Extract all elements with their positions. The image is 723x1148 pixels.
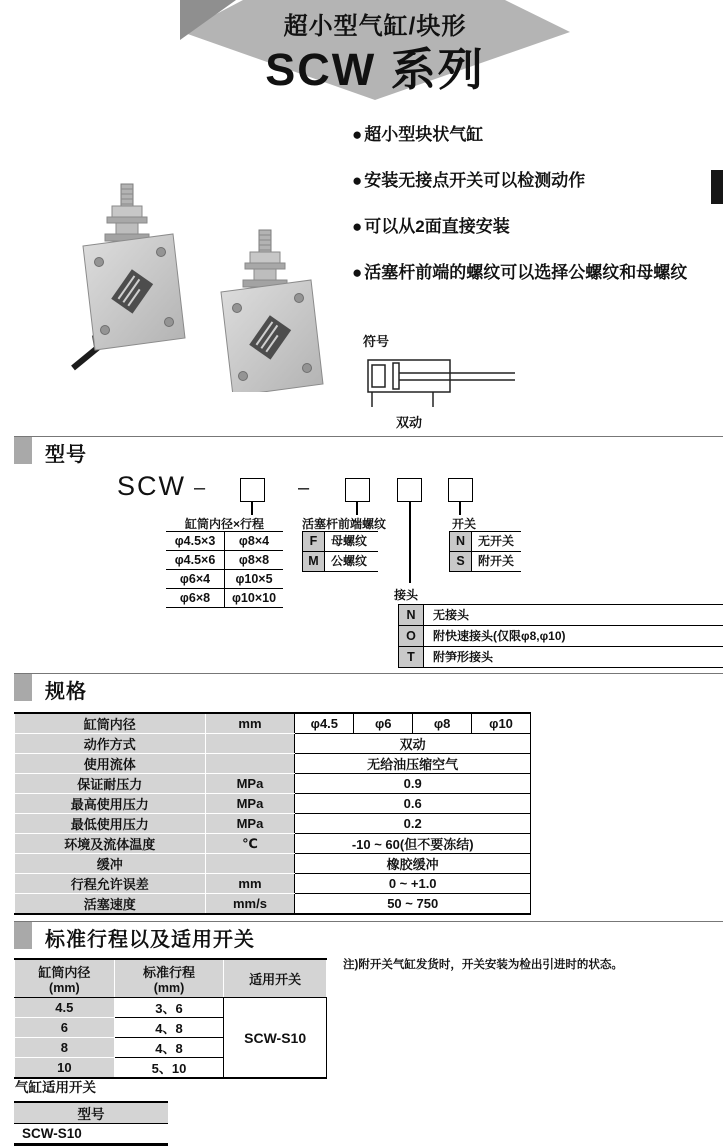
switch-row [449, 532, 521, 552]
spec-label: 最高使用压力 [15, 794, 206, 814]
stroke-header-row [15, 959, 327, 998]
applicable-switch: SCW-S10 [224, 998, 327, 1079]
model-code-dash: – [298, 477, 310, 499]
option-code: T [398, 647, 424, 667]
model-code-box-switch [448, 478, 473, 502]
section-rule [14, 921, 723, 922]
option-desc: 附开关 [478, 554, 515, 568]
spec-row [15, 774, 531, 794]
bullet-icon: ● [352, 262, 363, 282]
section-title-model: 型号 [45, 444, 87, 466]
spec-value: 橡胶缓冲 [295, 854, 531, 874]
stroke-header [15, 959, 115, 998]
section-title-stroke: 标准行程以及适用开关 [45, 929, 255, 951]
spec-bore-value: φ10 [472, 713, 531, 734]
spec-label: 使用流体 [15, 754, 206, 774]
bore-row [166, 551, 283, 570]
bore-row [166, 589, 283, 608]
switch-table [449, 531, 521, 572]
spec-label: 缸筒内径 [15, 713, 206, 734]
spec-row [15, 874, 531, 894]
option-code: O [398, 626, 424, 646]
feature-text: 可以从2面直接安装 [364, 216, 510, 236]
spec-value: 0.9 [295, 774, 531, 794]
cylinder-switch-label: 气缸适用开关 [15, 1080, 96, 1095]
section-title-spec: 规格 [45, 681, 87, 703]
stroke-header [114, 959, 224, 998]
header-line: (mm) [49, 981, 80, 995]
header-line: (mm) [153, 981, 185, 995]
option-code: M [302, 552, 325, 571]
bore-row [166, 570, 283, 589]
bullet-icon: ● [352, 125, 363, 144]
model-code-prefix: SCW [117, 471, 186, 501]
feature-text: 安装无接点开关可以检测动作 [364, 170, 586, 190]
spec-label: 行程允许误差 [15, 874, 206, 894]
spec-row [15, 894, 531, 915]
bore-table [166, 531, 283, 608]
section-rule [14, 673, 723, 674]
model-code-box-joint [397, 478, 422, 502]
bullet-icon: ● [352, 170, 363, 190]
spec-unit [205, 734, 295, 754]
joint-label: 接头 [394, 588, 419, 602]
option-desc: 母螺纹 [331, 534, 368, 548]
option-code: F [302, 532, 325, 551]
spec-unit: MPa [205, 794, 295, 814]
option-code: S [449, 552, 472, 571]
bore-row [166, 532, 283, 551]
option-desc: 无开关 [478, 534, 515, 548]
connector-line-joint [409, 501, 411, 583]
thread-label: 活塞杆前端螺纹 [302, 517, 387, 531]
option-desc: 无接头 [433, 608, 470, 622]
bore-option: φ8×4 [238, 534, 270, 548]
note-text: 注)附开关气缸发货时，开关安装为检出引进时的状态。 [343, 959, 623, 971]
section-stroke-header [0, 921, 723, 951]
spec-value: 双动 [295, 734, 531, 754]
model-code-box-thread [345, 478, 370, 502]
spec-table [14, 712, 531, 915]
feature-text: 活塞杆前端的螺纹可以选择公螺纹和母螺纹 [364, 262, 688, 282]
bullet-icon: ● [352, 216, 363, 236]
spec-value: 0 ~ +1.0 [295, 874, 531, 894]
switch-model-header: 型号 [14, 1102, 168, 1124]
joint-row [398, 626, 723, 647]
spec-label: 最低使用压力 [15, 814, 206, 834]
header-line: 缸筒内径 [38, 965, 91, 980]
thread-row [302, 552, 378, 572]
bore-option: φ10×5 [235, 572, 273, 586]
bore-size: 10 [15, 1058, 115, 1079]
spec-label: 环境及流体温度 [15, 834, 206, 854]
spec-label: 活塞速度 [15, 894, 206, 915]
spec-label: 缓冲 [15, 854, 206, 874]
bore-option: φ8×8 [238, 553, 270, 567]
spec-row [15, 754, 531, 774]
stroke-values: 3、6 [114, 998, 224, 1018]
spec-label: 动作方式 [15, 734, 206, 754]
spec-value: 无给油压缩空气 [295, 754, 531, 774]
spec-value: 50 ~ 750 [295, 894, 531, 915]
banner-title: SCW 系列 [265, 44, 485, 95]
bore-option: φ6×4 [166, 570, 225, 588]
switch-model-header-row [14, 1102, 168, 1124]
spec-unit: MPa [205, 774, 295, 794]
spec-row [15, 814, 531, 834]
spec-unit [205, 854, 295, 874]
option-desc: 附快速接头(仅限φ8,φ10) [433, 629, 566, 643]
spec-unit: mm/s [205, 894, 295, 915]
header-line: 适用开关 [249, 972, 302, 987]
header-line: 标准行程 [142, 965, 195, 980]
stroke-table [14, 958, 327, 1079]
spec-row [15, 854, 531, 874]
spec-value: 0.6 [295, 794, 531, 814]
spec-row [15, 794, 531, 814]
spec-unit: MPa [205, 814, 295, 834]
thread-row [302, 532, 378, 552]
bore-option: φ4.5×3 [166, 532, 225, 550]
bore-option: φ4.5×6 [166, 551, 225, 569]
feature-text: 超小型块状气缸 [364, 125, 484, 144]
connector-line-thread [356, 501, 358, 515]
stroke-values: 4、8 [114, 1038, 224, 1058]
spec-unit: mm [205, 874, 295, 894]
spec-row [15, 834, 531, 854]
spec-row [15, 734, 531, 754]
option-code: N [449, 532, 472, 551]
option-desc: 附笋形接头 [433, 650, 494, 664]
joint-row [398, 647, 723, 668]
spec-unit: ℃ [205, 834, 295, 854]
bore-option: φ10×10 [231, 591, 277, 605]
banner-subtitle: 超小型气缸/块形 [283, 13, 467, 40]
model-code-box-bore [240, 478, 265, 502]
section-marker [14, 922, 32, 949]
switch-row [449, 552, 521, 572]
joint-table [398, 604, 723, 668]
page-index-tab [711, 170, 723, 204]
bore-label: 缸筒内径×行程 [184, 517, 264, 531]
thread-table [302, 531, 378, 572]
spec-unit: mm [205, 713, 295, 734]
switch-label: 开关 [452, 517, 477, 531]
stroke-row [15, 998, 327, 1018]
connector-line-bore [251, 501, 253, 515]
switch-model-row [14, 1124, 168, 1145]
spec-value: 0.2 [295, 814, 531, 834]
option-code: N [398, 605, 424, 625]
joint-row [398, 605, 723, 626]
section-marker [14, 674, 32, 701]
symbol-label: 符号 [363, 334, 390, 349]
symbol-caption: 双动 [396, 415, 423, 430]
stroke-header [224, 959, 327, 998]
spec-label: 保证耐压力 [15, 774, 206, 794]
spec-value: -10 ~ 60(但不要冻结) [295, 834, 531, 854]
connector-line-switch [459, 501, 461, 515]
switch-model-value: SCW-S10 [22, 1126, 82, 1141]
bore-size: 6 [15, 1018, 115, 1038]
stroke-values: 5、10 [114, 1058, 224, 1079]
section-spec-header [0, 673, 723, 703]
spec-row [15, 713, 531, 734]
spec-bore-value: φ6 [354, 713, 413, 734]
spec-bore-value: φ4.5 [295, 713, 354, 734]
switch-model-table [14, 1101, 168, 1146]
spec-unit [205, 754, 295, 774]
bore-option: φ6×8 [166, 589, 225, 607]
bore-size: 8 [15, 1038, 115, 1058]
spec-bore-value: φ8 [413, 713, 472, 734]
stroke-values: 4、8 [114, 1018, 224, 1038]
model-code-dash: – [194, 477, 206, 499]
option-desc: 公螺纹 [331, 554, 368, 568]
bore-size: 4.5 [15, 998, 115, 1018]
